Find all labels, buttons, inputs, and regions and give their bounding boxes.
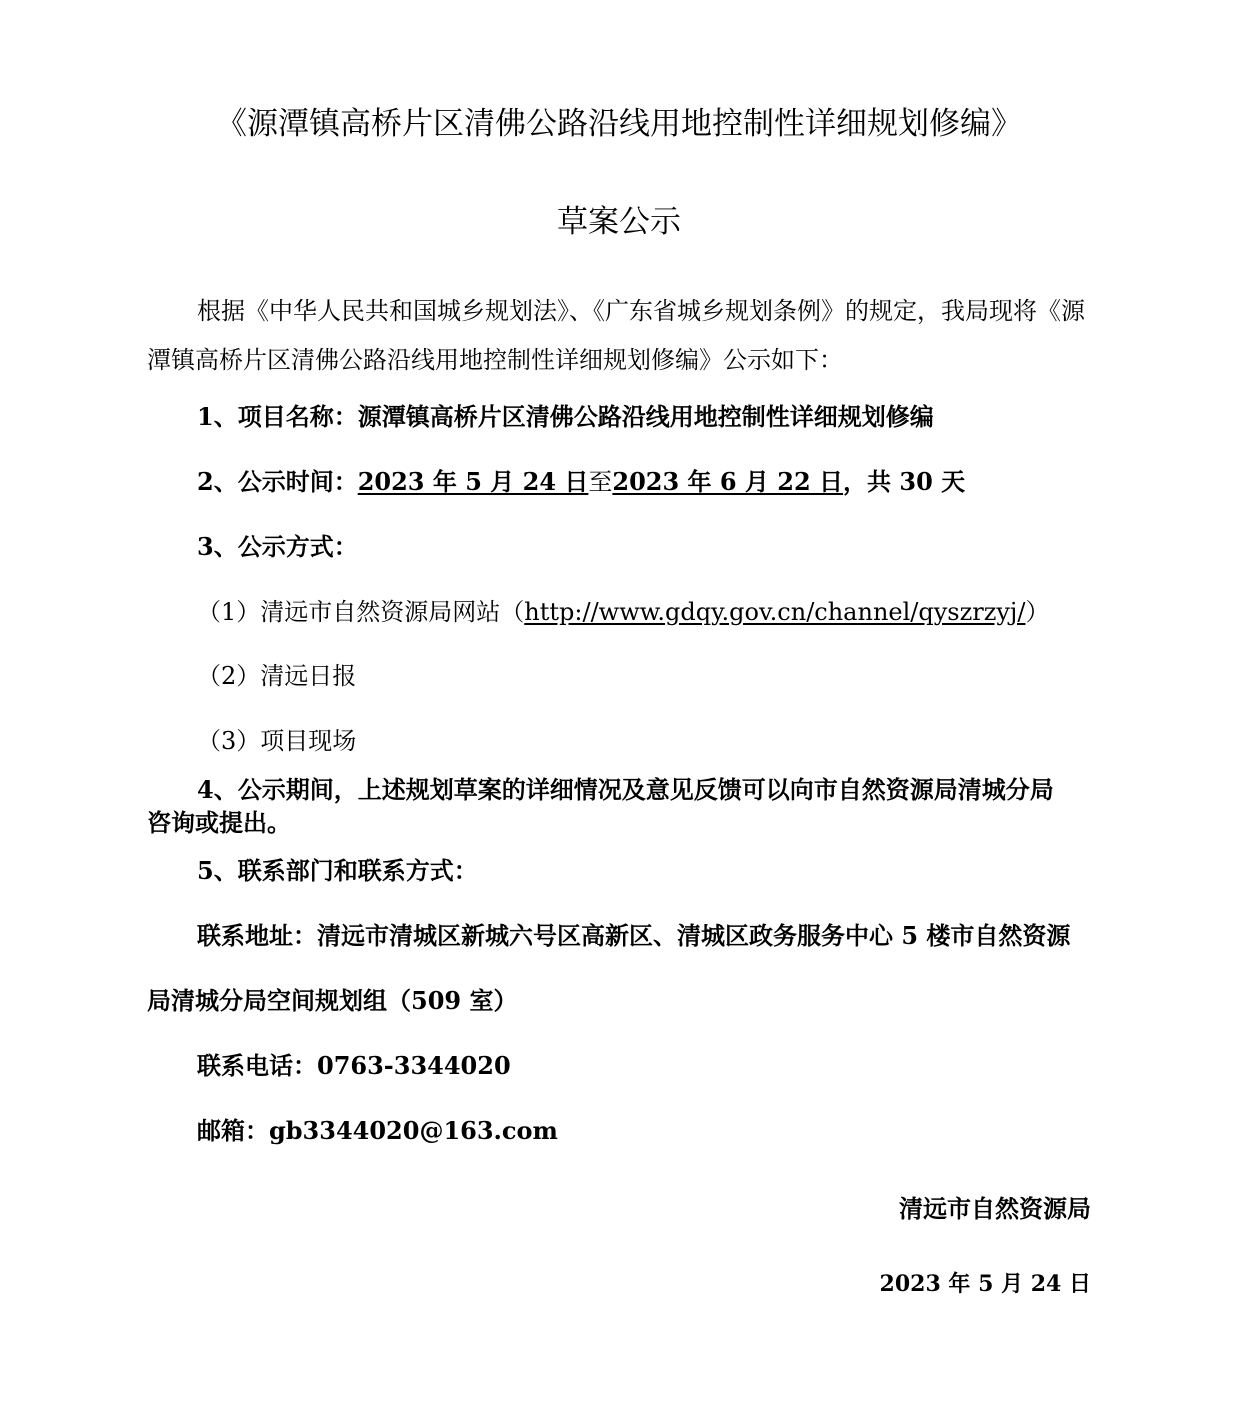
- contact-email: 邮箱：gb3344020@163.com: [197, 1116, 558, 1145]
- document-subtitle: 草案公示: [557, 204, 681, 240]
- method-website-close: ）: [1025, 598, 1050, 626]
- publicity-duration: ，共 30 天: [843, 467, 966, 496]
- item-project-name: 1、项目名称：源潭镇高桥片区清佛公路沿线用地控制性详细规划修编: [197, 402, 934, 431]
- method-website-label: （1）清远市自然资源局网站（: [197, 598, 525, 626]
- item-contact: 5、联系部门和联系方式：: [197, 856, 478, 885]
- intro-paragraph-line-2: 潭镇高桥片区清佛公路沿线用地控制性详细规划修编》公示如下：: [147, 346, 843, 374]
- signature-date: 2023 年 5 月 24 日: [879, 1271, 1091, 1297]
- contact-phone: 联系电话：0763-3344020: [197, 1051, 511, 1080]
- document-title: 《源潭镇高桥片区清佛公路沿线用地控制性详细规划修编》: [216, 106, 1022, 142]
- method-site: （3）项目现场: [197, 727, 357, 755]
- item-publicity-time: [197, 467, 965, 497]
- signature-organization: 清远市自然资源局: [899, 1194, 1091, 1223]
- intro-paragraph-line-1: 根据《中华人民共和国城乡规划法》、《广东省城乡规划条例》的规定，我局现将《源: [197, 297, 1085, 325]
- website-link[interactable]: http://www.gdqy.gov.cn/channel/qyszrzyj/: [524, 598, 1026, 626]
- publicity-end-date: 2023 年 6 月 22 日: [612, 467, 844, 496]
- contact-address-line-2: 局清城分局空间规划组（509 室）: [147, 986, 518, 1015]
- publicity-to: 至: [588, 468, 613, 496]
- method-website: [197, 597, 1049, 627]
- contact-address-line-1: 联系地址：清远市清城区新城六号区高新区、清城区政务服务中心 5 楼市自然资源: [197, 921, 1071, 950]
- item-publicity-method: 3、公示方式：: [197, 532, 358, 561]
- method-newspaper: （2）清远日报: [197, 662, 357, 690]
- publicity-time-label: 2、公示时间：: [197, 467, 358, 496]
- item-feedback-line-2: 咨询或提出。: [147, 808, 291, 837]
- publicity-start-date: 2023 年 5 月 24 日: [357, 467, 589, 496]
- item-feedback-line-1: 4、公示期间，上述规划草案的详细情况及意见反馈可以向市自然资源局清城分局: [197, 775, 1054, 804]
